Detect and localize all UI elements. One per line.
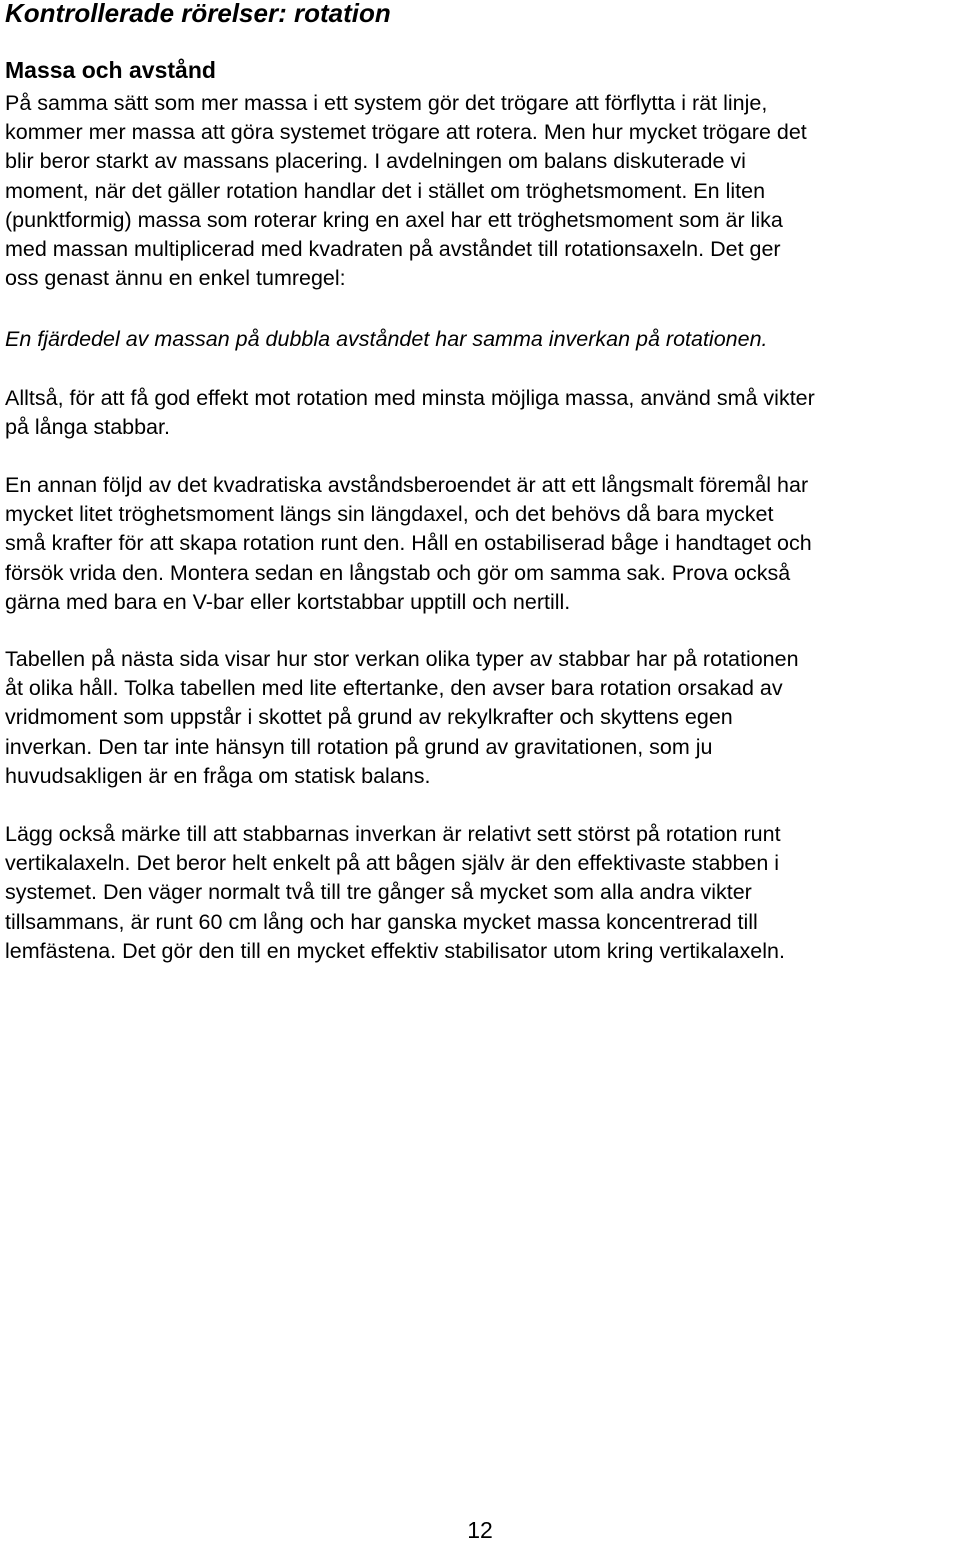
paragraph-vertical-axis: Lägg också märke till att stabbarnas inverkan är relativt sett störst på rotation runt vertikalaxeln. Det beror helt enkelt på att bågen själv är den effektivaste stabben i systemet. Den väger normalt två till tre gånger så mycket som alla andra vikter tillsammans, är runt 60 cm lång och har ganska mycket massa koncentrerad till lemfästena. Det gör den till en mycket effektiv stabilisator utom kring vertikalaxeln. (5, 822, 785, 963)
paragraph-advice: Alltså, för att få god effekt mot rotation med minsta möjliga massa, använd små vikter på långa stabbar. (5, 386, 815, 440)
section-heading: Massa och avstånd (5, 57, 216, 83)
paragraph-rule-of-thumb: En fjärdedel av massan på dubbla avståndet har samma inverkan på rotationen. (5, 327, 768, 351)
chapter-title: Kontrollerade rörelser: rotation (5, 0, 391, 28)
paragraph-intro: På samma sätt som mer massa i ett system gör det trögare att förflytta i rät linje, kommer mer massa att göra systemet trögare att rotera. Men hur mycket trögare det blir beror starkt av massans placering. I avdelningen om balans diskuterade vi moment, när det gäller rotation handlar det i stället om tröghetsmoment. En liten (punktformig) massa som roterar kring en axel har ett tröghetsmoment som är lika med massan multiplicerad med kvadraten på avståndet till rotationsaxeln. Det ger oss genast ännu en enkel tumregel: (5, 91, 807, 291)
paragraph-long-object: En annan följd av det kvadratiska avståndsberoendet är att ett långsmalt föremål har mycket litet tröghetsmoment längs sin längdaxel, och det behövs då bara mycket små krafter för att skapa rotation runt den. Håll en ostabiliserad båge i handtaget och försök vrida den. Montera sedan en långstab och gör om samma sak. Prova också gärna med bara en V-bar eller kortstabbar upptill och nertill. (5, 473, 812, 614)
paragraph-table-note: Tabellen på nästa sida visar hur stor verkan olika typer av stabbar har på rotationen åt olika håll. Tolka tabellen med lite eftertanke, den avser bara rotation orsakad av vridmoment som uppstår i skottet på grund av rekylkrafter och skyttens egen inverkan. Den tar inte hänsyn till rotation på grund av gravitationen, som ju huvudsakligen är en fråga om statisk balans. (5, 647, 799, 788)
page-number: 12 (467, 1517, 493, 1543)
